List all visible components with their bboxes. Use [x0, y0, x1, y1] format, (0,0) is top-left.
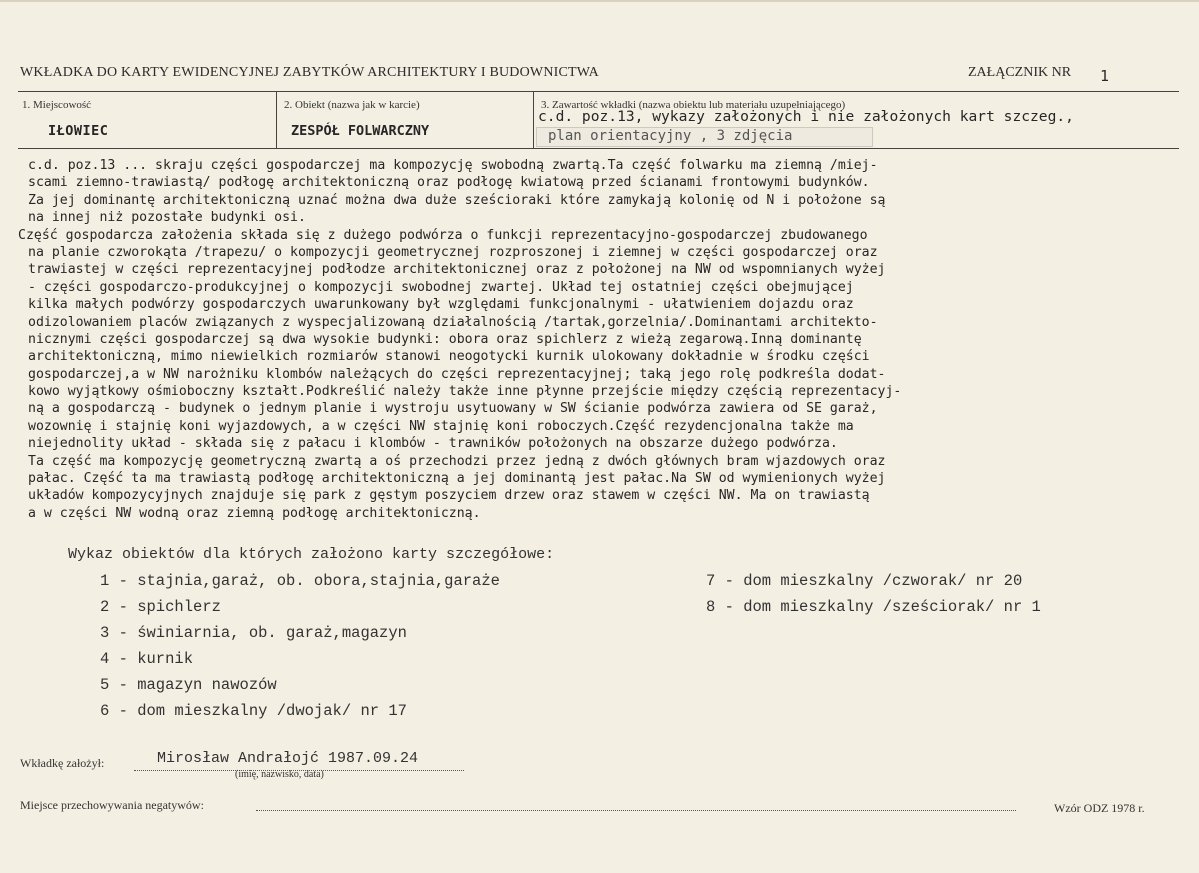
contents-label: 3. Zawartość wkładki (nazwa obiektu lub materiału uzupełniającego) — [541, 99, 846, 111]
text-line: na innej niż pozostałe budynki osi. — [28, 210, 306, 226]
list-item: 2 - spichlerz — [100, 598, 221, 616]
text-line: na planie czworokąta /trapezu/ o kompozycji geometrycznej rozproszonej i ziemnej w części gospodarczej oraz — [28, 244, 878, 260]
author-value: Mirosław Andrałojć 1987.09.24 — [157, 750, 419, 767]
text-line: wozownię i stajnię koni wyjazdowych, a w części NW stajnię koni roboczych.Część rezydencjonalna także ma — [28, 418, 854, 434]
annex-number: 1 — [1100, 67, 1110, 85]
text-line: układów kompozycyjnych znajduje się park z gęstym poszyciem drzew oraz stawem w części NW. Ma on trawiastą — [28, 488, 870, 504]
form-label: Wzór ODZ 1978 r. — [1054, 801, 1145, 815]
text-line: a w części NW wodną oraz ziemną podłogę architektoniczną. — [28, 505, 481, 521]
list-item: 1 - stajnia,garaż, ob. obora,stajnia,garaże — [100, 572, 500, 590]
text-line: kilka małych podwórzy gospodarczych uwarunkowany był względami funkcjonalnymi - ułatwieniem dojazdu oraz — [28, 297, 854, 313]
text-line: Ta część ma kompozycję geometryczną zwartą a oś przechodzi przez jedną z dwóch głównych bram wjazdowych oraz — [28, 453, 886, 469]
author-hint: (imię, nazwisko, data) — [235, 769, 324, 780]
text-line: architektoniczną, mimo niewielkich rozmiarów stanowi neogotycki kurnik ulokowany dokładnie w środku części — [28, 349, 870, 365]
card-title: WKŁADKA DO KARTY EWIDENCYJNEJ ZABYTKÓW ARCHITEKTURY I BUDOWNICTWA — [20, 65, 599, 80]
list-item: 7 - dom mieszkalny /czworak/ nr 20 — [706, 572, 1023, 590]
fields-rule — [18, 148, 1179, 149]
annex-label: ZAŁĄCZNIK NR — [968, 65, 1072, 80]
objects-list-title: Wykaz obiektów dla których założono karty szczegółowe: — [68, 546, 555, 563]
text-line: odizolowaniem placów związanych z wyspecjalizowaną działalnością /tartak,gorzelnia/.Dominantami architekto- — [28, 314, 878, 330]
text-line: pałac. Część ta ma trawiastą podłogę architektoniczną a jej dominantą jest pałac.Na SW od wymienionych wyżej — [28, 471, 886, 487]
text-line: Za jej dominantę architektoniczną uznać można dwa duże sześcioraki które zamykają kolonię od N i położone są — [28, 192, 886, 208]
field-divider — [533, 92, 534, 148]
text-line: - części gospodarczo-produkcyjnej o kompozycji swobodnej zwartej. Układ tej ostatniej części obejmującej — [28, 279, 854, 295]
contents-line-1: c.d. poz.13, wykazy założonych i nie założonych kart szczeg., — [538, 108, 1074, 125]
contents-line-2: plan orientacyjny , 3 zdjęcia — [548, 128, 793, 144]
object-value: ZESPÓŁ FOLWARCZNY — [291, 123, 430, 139]
header-rule — [18, 91, 1179, 92]
text-line: nicznymi części gospodarczej są dwa wysokie budynki: obora oraz spichlerz z wieżą zegarową.Inną dominantę — [28, 331, 862, 347]
list-item: 3 - świniarnia, ob. garaż,magazyn — [100, 624, 407, 642]
negatives-dotline — [256, 810, 1016, 811]
place-value: IŁOWIEC — [48, 123, 109, 139]
text-line: scami ziemno-trawiastą/ podłogę architektoniczną oraz podłogę kwiatową przed ścianami frontowymi budynków. — [28, 175, 870, 191]
author-label: Wkładkę założył: — [20, 756, 105, 770]
text-line: Część gospodarcza założenia składa się z dużego podwórza o funkcji reprezentacyjno-gospodarczej zbudowanego — [18, 227, 868, 243]
text-line: trawiastej w części reprezentacyjnej podłodze architektonicznej oraz z położonej na NW od wspomnianych wyżej — [28, 262, 886, 278]
text-line: niejednolity układ - składa się z pałacu i klombów - trawników położonych na obszarze dużego podwórza. — [28, 436, 838, 452]
list-item: 5 - magazyn nawozów — [100, 676, 277, 694]
text-line: c.d. poz.13 ... skraju części gospodarczej ma kompozycję swobodną zwartą.Ta część folwarku ma ziemną /miej- — [28, 158, 878, 173]
object-label: 2. Obiekt (nazwa jak w karcie) — [284, 99, 420, 111]
list-item: 6 - dom mieszkalny /dwojak/ nr 17 — [100, 702, 407, 720]
place-label: 1. Miejscowość — [22, 99, 92, 111]
list-item: 8 - dom mieszkalny /sześciorak/ nr 1 — [706, 598, 1041, 616]
text-line: ną a gospodarczą - budynek o jednym planie i wystroju usytuowany w SW ścianie podwórza zawiera od SE garaż, — [28, 401, 878, 417]
negatives-label: Miejsce przechowywania negatywów: — [20, 798, 204, 812]
description-text — [18, 157, 1178, 522]
field-divider — [276, 92, 277, 148]
text-line: gospodarczej,a w NW narożniku klombów należących do części reprezentacyjnej; taką jego rolę podkreśla dodat- — [28, 366, 886, 382]
list-item: 4 - kurnik — [100, 650, 194, 668]
text-line: kowo wyjątkowy ośmioboczny kształt.Podkreślić należy także inne płynne przejście między częścią reprezentacyj- — [28, 384, 902, 400]
